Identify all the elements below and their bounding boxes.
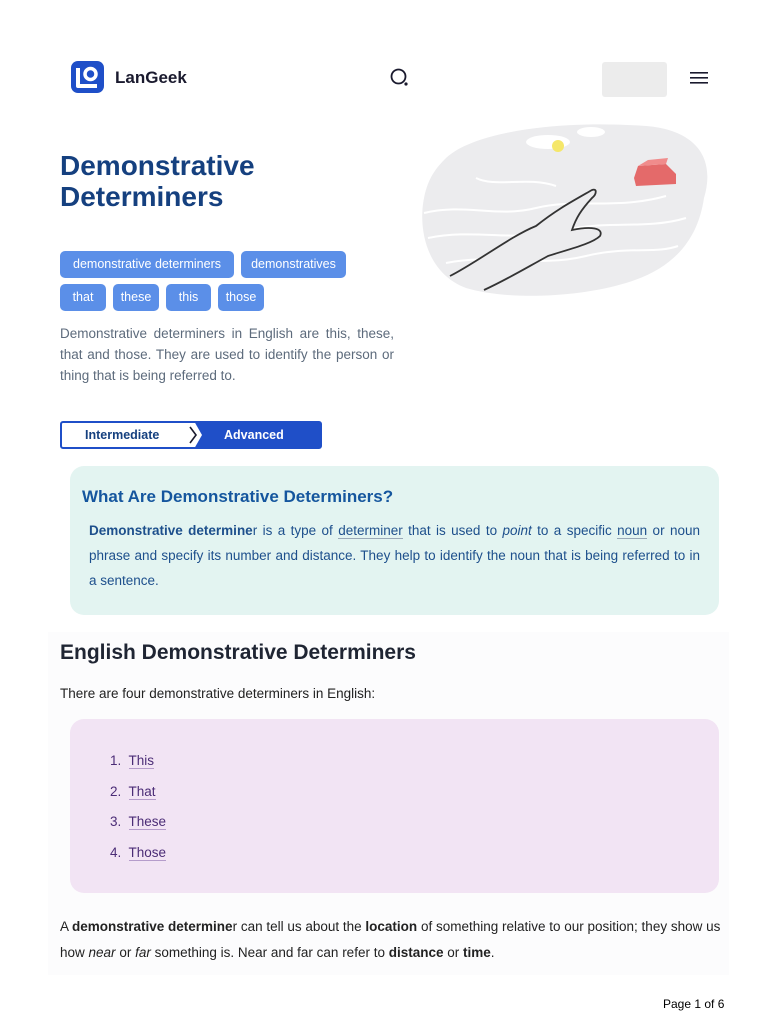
tag-those[interactable]: those (218, 284, 264, 311)
search-icon[interactable] (388, 66, 412, 90)
link-determiner[interactable]: determiner (338, 523, 403, 538)
list-number: 2. (110, 784, 122, 799)
section-heading: English Demonstrative Determiners (60, 641, 416, 664)
definition-text (89, 518, 700, 593)
paragraph-text-part: or (443, 945, 464, 960)
lesson-summary: Demonstrative determiners in English are this, these, that and those. They are used to identify the person or thing that is being referred to. (60, 326, 394, 383)
account-button[interactable] (602, 62, 667, 97)
link-this[interactable]: This (128, 753, 155, 768)
tag-that[interactable]: that (60, 284, 106, 311)
list-item (110, 845, 166, 860)
hamburger-menu-icon[interactable] (688, 68, 710, 88)
list-number: 3. (110, 814, 122, 829)
link-noun[interactable]: noun (617, 523, 648, 538)
explanation-paragraph (60, 914, 730, 966)
brand-name[interactable]: LanGeek (115, 68, 187, 87)
paragraph-text-part: something is. Near and far can refer to (150, 945, 389, 960)
term-demonstrative-determiner: demonstrative determine (72, 919, 233, 934)
page-number: Page 1 of 6 (663, 997, 725, 1011)
tag-these[interactable]: these (113, 284, 159, 311)
langeek-logo-icon[interactable] (71, 61, 104, 93)
list-number: 1. (110, 753, 122, 768)
page-title: Demonstrative Determiners (60, 150, 255, 212)
tag-this[interactable]: this (166, 284, 211, 311)
link-those[interactable]: Those (128, 845, 167, 860)
level-intermediate-tab[interactable]: Intermediate (62, 423, 194, 447)
list-number: 4. (110, 845, 122, 860)
paragraph-text-part: or (115, 945, 136, 960)
definition-box (70, 466, 719, 615)
tag-demonstrative-determiners[interactable]: demonstrative determiners (60, 251, 234, 278)
term-demonstrative-determiner: Demonstrative determine (89, 523, 253, 538)
paragraph-text-part: r can tell us about the (232, 919, 366, 934)
definition-text-part: r is a type of (252, 523, 339, 538)
link-that[interactable]: That (128, 784, 156, 799)
paragraph-text-part: of something relative to our position; they show us how (60, 919, 721, 960)
level-selector (60, 421, 322, 449)
list-item (110, 753, 154, 768)
term-distance: distance (388, 945, 444, 960)
chevron-right-icon (180, 421, 208, 449)
section-intro: There are four demonstrative determiners in English: (60, 686, 376, 701)
definition-text-part: to a specific (531, 523, 618, 538)
determiner-list-box (70, 719, 719, 893)
tag-demonstratives[interactable]: demonstratives (241, 251, 346, 278)
link-these[interactable]: These (128, 814, 167, 829)
list-item (110, 814, 166, 829)
level-advanced-tab[interactable]: Advanced (224, 428, 284, 442)
paragraph-text-part: . (490, 945, 495, 960)
emphasis-near: near (88, 945, 116, 960)
term-location: location (365, 919, 418, 934)
definition-text-part: or noun phrase and specify its number and distance. They help to identify the noun that is being referred to in a sentence. (89, 523, 700, 588)
term-time: time (463, 945, 491, 960)
list-item (110, 784, 156, 799)
paragraph-text-part: A (60, 919, 73, 934)
emphasis-far: far (135, 945, 151, 960)
definition-title: What Are Demonstrative Determiners? (82, 487, 394, 506)
emphasis-point: point (502, 523, 532, 538)
hero-illustration (416, 118, 714, 302)
definition-text-part: that is used to (402, 523, 503, 538)
